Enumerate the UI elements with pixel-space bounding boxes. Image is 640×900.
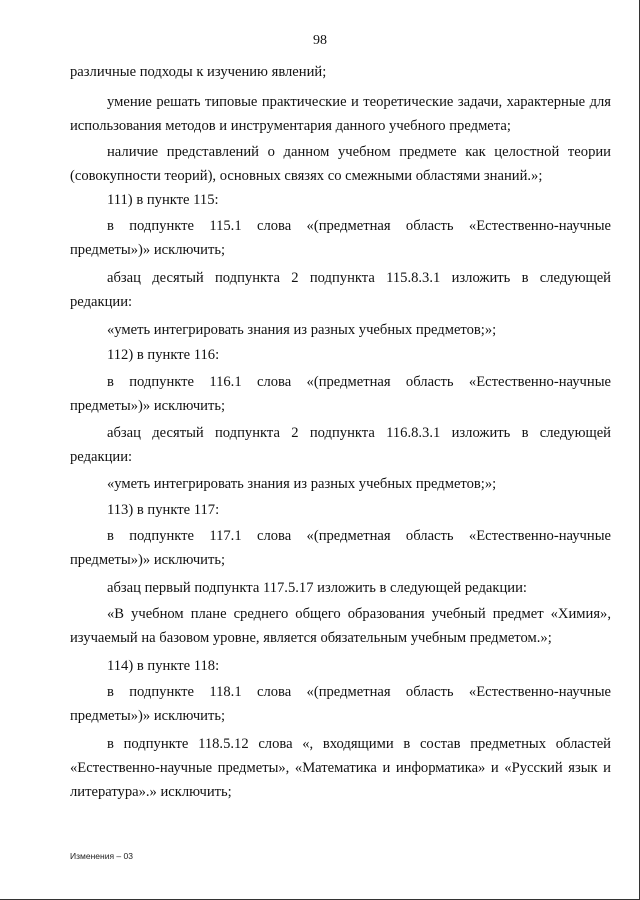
paragraph: умение решать типовые практические и теоретические задачи, характерные для использования методов и инструментария данного учебного предмета; — [70, 94, 611, 134]
paragraph: «В учебном плане среднего общего образования учебный предмет «Химия», изучаемый на базовом уровне, является обязательным учебным предметом.»; — [70, 606, 611, 646]
paragraph: 114) в пункте 118: — [107, 658, 220, 674]
paragraph: «уметь интегрировать знания из разных учебных предметов;»; — [107, 476, 497, 492]
footer-revision-note: Изменения – 03 — [70, 851, 133, 861]
paragraph: абзац первый подпункта 117.5.17 изложить в следующей редакции: — [107, 580, 527, 596]
paragraph: в подпункте 118.5.12 слова «, входящими в состав предметных областей «Естественно-научные предметы», «Математика и информатика» и «Русский язык и литература».» исключить; — [70, 736, 611, 800]
paragraph: в подпункте 118.1 слова «(предметная область «Естественно-научные предметы»)» исключить; — [70, 684, 611, 724]
paragraph: абзац десятый подпункта 2 подпункта 116.8.3.1 изложить в следующей редакции: — [70, 425, 611, 465]
page-number: 98 — [313, 33, 327, 48]
paragraph: в подпункте 115.1 слова «(предметная область «Естественно-научные предметы»)» исключить; — [70, 218, 611, 258]
paragraph: в подпункте 116.1 слова «(предметная область «Естественно-научные предметы»)» исключить; — [70, 374, 611, 414]
paragraph: 113) в пункте 117: — [107, 502, 220, 518]
paragraph: «уметь интегрировать знания из разных учебных предметов;»; — [107, 322, 497, 338]
paragraph: абзац десятый подпункта 2 подпункта 115.8.3.1 изложить в следующей редакции: — [70, 270, 611, 310]
paragraph: в подпункте 117.1 слова «(предметная область «Естественно-научные предметы»)» исключить; — [70, 528, 611, 568]
paragraph: 112) в пункте 116: — [107, 347, 220, 363]
paragraph: различные подходы к изучению явлений; — [70, 64, 327, 80]
paragraph: наличие представлений о данном учебном предмете как целостной теории (совокупности теорий), основных связях со смежными областями знаний.»; — [70, 144, 611, 184]
paragraph: 111) в пункте 115: — [107, 192, 219, 208]
